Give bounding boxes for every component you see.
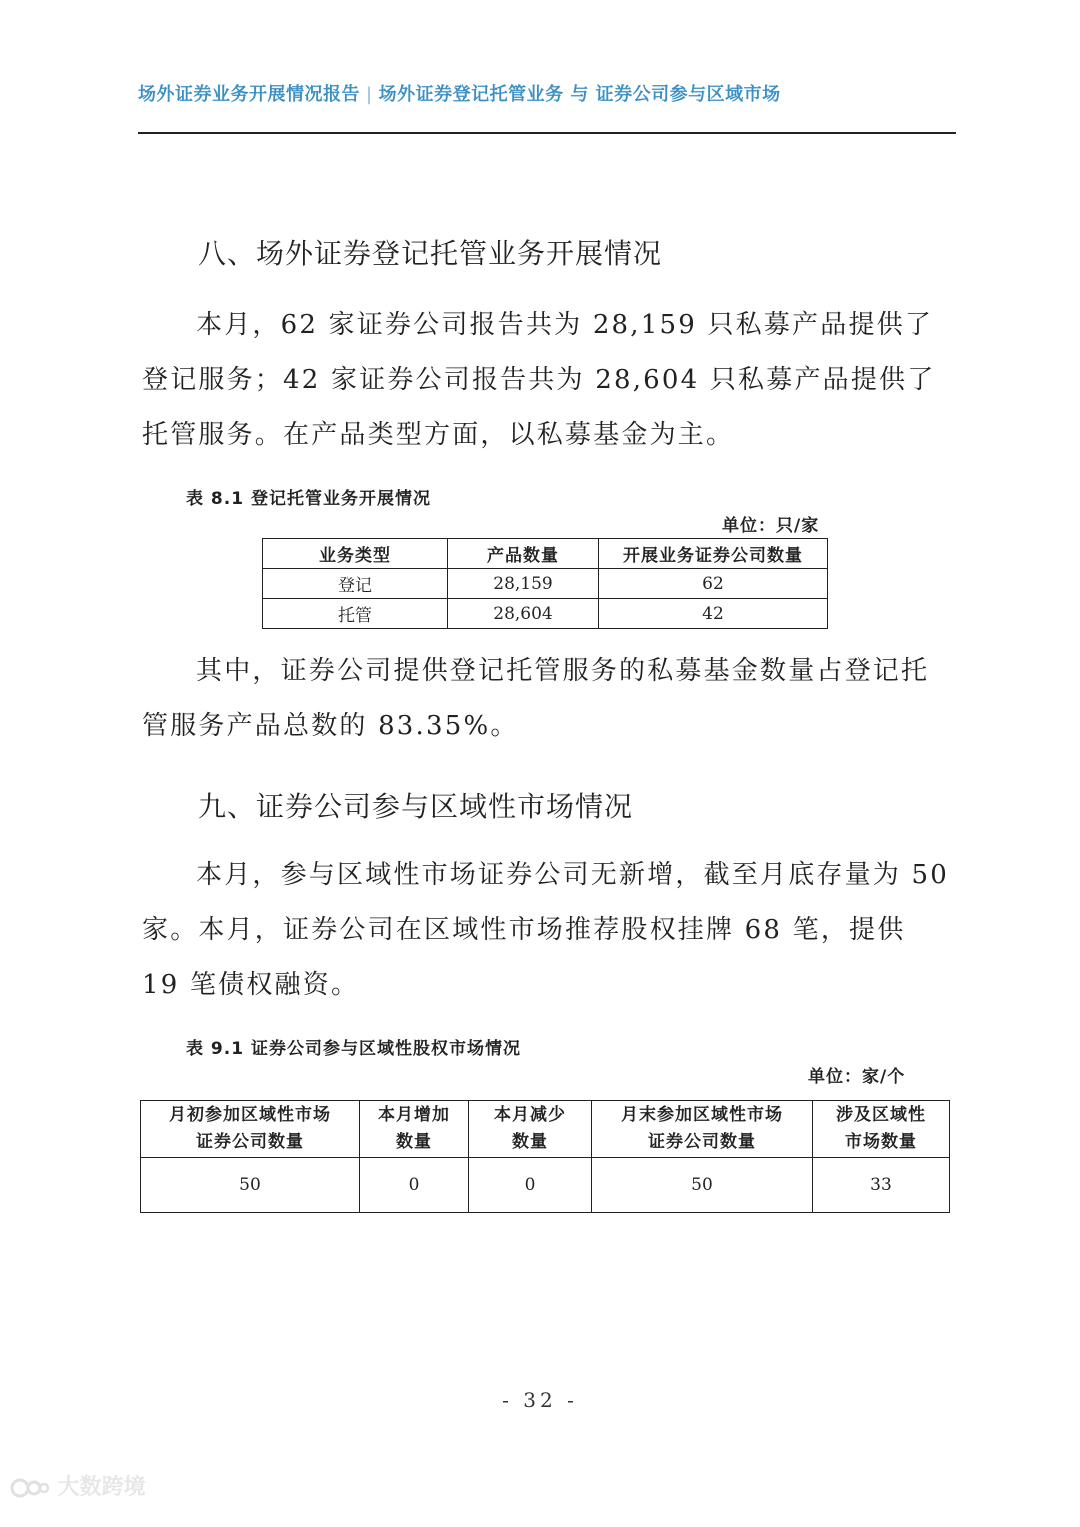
- col-header-added: [360, 1101, 469, 1158]
- section-8-note: [142, 644, 952, 754]
- running-header: [138, 80, 958, 106]
- col-header-start-companies: [141, 1101, 360, 1158]
- col-header-end-companies: [592, 1101, 813, 1158]
- col-header-reduced: [469, 1101, 592, 1158]
- table-row: [141, 1158, 950, 1213]
- col-header-product-count: 产品数量: [448, 539, 599, 569]
- section-8-paragraph-text: 本月，62 家证券公司报告共为 28,159 只私募产品提供了登记服务；42 家证券公司报告共为 28,604 只私募产品提供了托管服务。在产品类型方面，以私募基金为主。: [142, 310, 936, 450]
- section-8-title: 八、场外证券登记托管业务开展情况: [198, 237, 663, 270]
- header-line: 本月减少: [494, 1105, 566, 1125]
- header-line: 证券公司数量: [648, 1132, 756, 1152]
- section-8-paragraph: [142, 298, 952, 463]
- page-number: - 32 -: [502, 1388, 578, 1412]
- watermark: [10, 1470, 146, 1501]
- table-9-1: [140, 1100, 950, 1213]
- cell-business-type: 托管: [263, 599, 448, 629]
- header-line: 市场数量: [845, 1132, 917, 1152]
- header-line: 本月增加: [378, 1105, 450, 1125]
- section-9-paragraph-text: 本月，参与区域性市场证券公司无新增，截至月底存量为 50 家。本月，证券公司在区域性市场推荐股权挂牌 68 笔，提供 19 笔债权融资。: [142, 860, 949, 1000]
- header-line: 数量: [512, 1132, 548, 1152]
- cell-end-companies: 50: [592, 1158, 813, 1213]
- header-line: 数量: [396, 1132, 432, 1152]
- header-rule: [138, 132, 956, 134]
- cell-start-companies: 50: [141, 1158, 360, 1213]
- watermark-text: 大数跨境: [57, 1475, 146, 1500]
- cell-markets: 33: [813, 1158, 950, 1213]
- header-line: 涉及区域性: [836, 1105, 926, 1125]
- header-separator: |: [366, 84, 373, 105]
- table-9-1-caption: 表 9.1 证券公司参与区域性股权市场情况: [186, 1039, 521, 1059]
- table-8-1: [262, 538, 828, 629]
- table-8-1-unit: 单位：只/家: [722, 516, 820, 536]
- table-9-1-unit: 单位：家/个: [808, 1067, 906, 1087]
- table-row: [263, 599, 828, 629]
- cell-product-count: 28,159: [448, 569, 599, 599]
- section-8-note-text: 其中，证券公司提供登记托管服务的私募基金数量占登记托管服务产品总数的 83.35%。: [142, 656, 930, 741]
- cell-product-count: 28,604: [448, 599, 599, 629]
- cell-company-count: 42: [599, 599, 828, 629]
- table-header-row: [141, 1101, 950, 1158]
- col-header-markets: [813, 1101, 950, 1158]
- cell-added: 0: [360, 1158, 469, 1213]
- col-header-business-type: 业务类型: [263, 539, 448, 569]
- header-section-title: 场外证券登记托管业务 与 证券公司参与区域市场: [378, 84, 781, 105]
- cell-reduced: 0: [469, 1158, 592, 1213]
- cell-business-type: 登记: [263, 569, 448, 599]
- header-line: 证券公司数量: [196, 1132, 304, 1152]
- section-9-title: 九、证券公司参与区域性市场情况: [198, 790, 634, 823]
- section-9-paragraph: [142, 848, 952, 1013]
- table-8-1-caption: 表 8.1 登记托管业务开展情况: [186, 489, 431, 509]
- header-line: 月初参加区域性市场: [169, 1105, 331, 1125]
- table-header-row: [263, 539, 828, 569]
- watermark-logo-icon: [10, 1475, 50, 1501]
- table-row: [263, 569, 828, 599]
- cell-company-count: 62: [599, 569, 828, 599]
- col-header-company-count: 开展业务证券公司数量: [599, 539, 828, 569]
- header-report-title: 场外证券业务开展情况报告: [138, 84, 360, 105]
- header-line: 月末参加区域性市场: [621, 1105, 783, 1125]
